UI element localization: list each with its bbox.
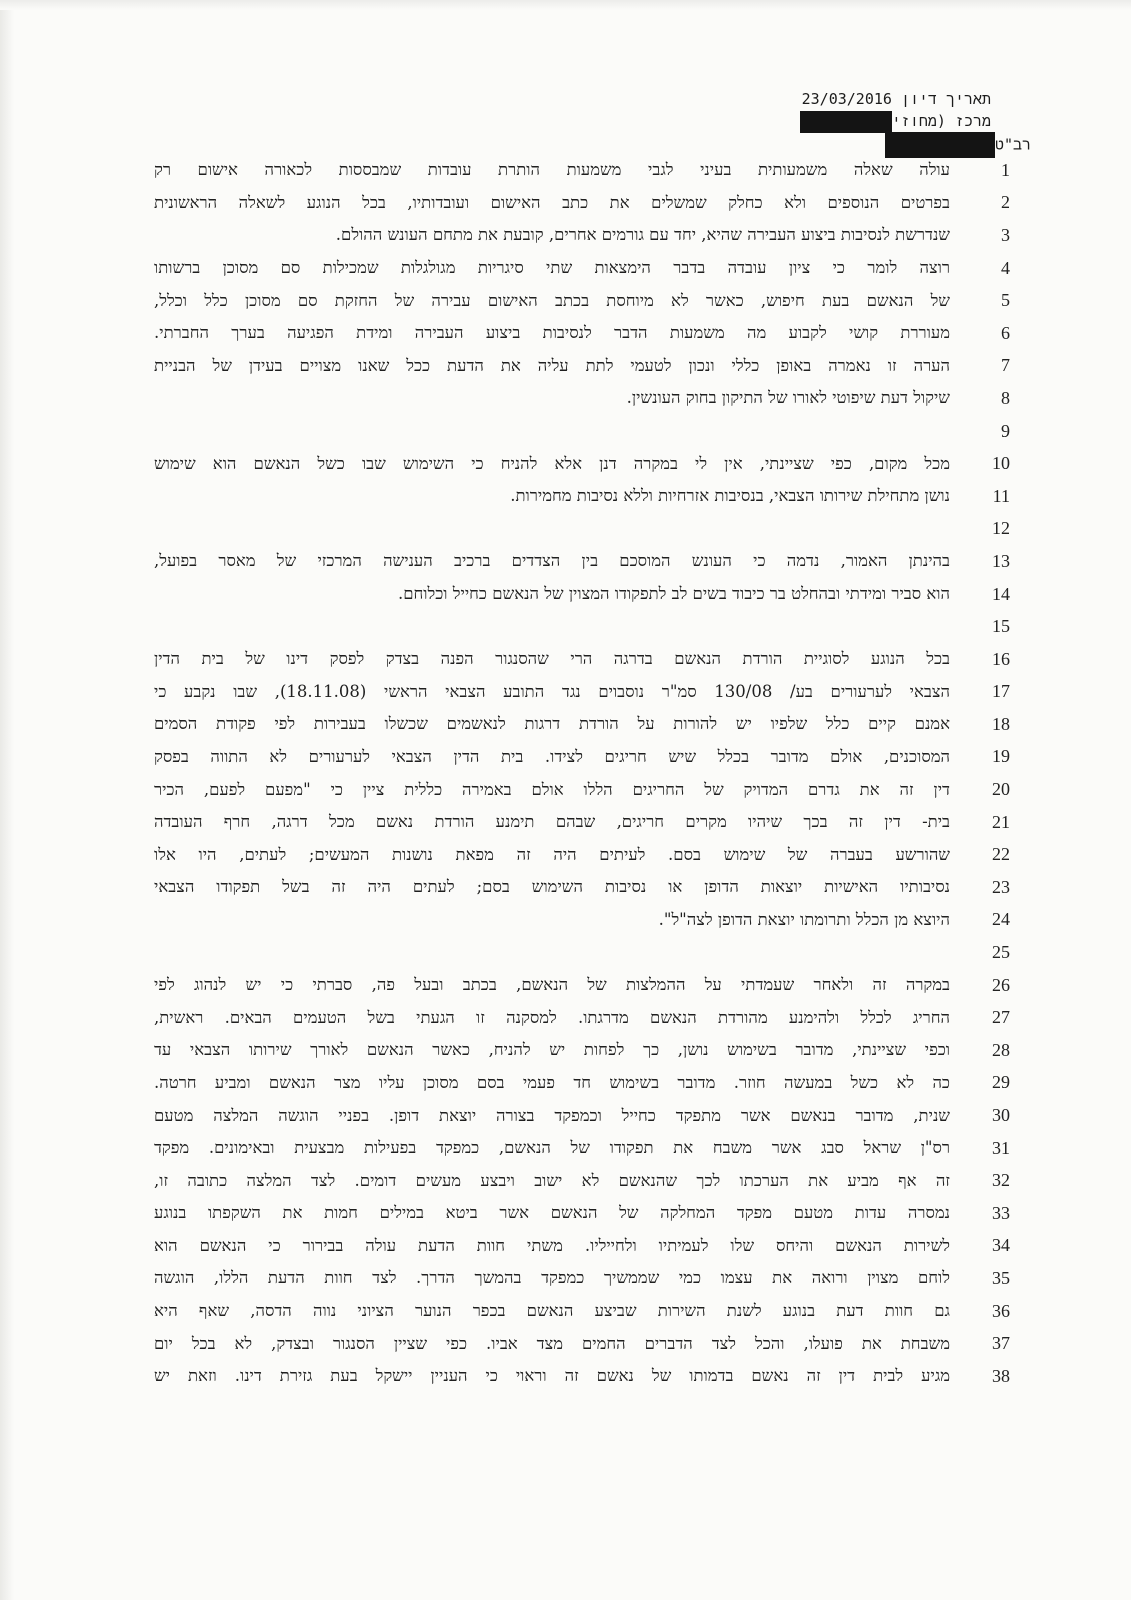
- document-line: [150, 415, 1010, 448]
- line-number: 37: [992, 1333, 1010, 1354]
- line-text: הערה זו נאמרה באופן כללי ונכון לטעמי לתת עליה את הדעת ככל שאנו מצויים בעידן של הבניית: [154, 355, 950, 375]
- line-number: 30: [992, 1105, 1010, 1126]
- line-number: 21: [992, 811, 1010, 832]
- document-line: [150, 1132, 1010, 1165]
- document-line: [150, 936, 1010, 969]
- document-line: [150, 1295, 1010, 1328]
- document-line: [150, 382, 1010, 415]
- line-number: 15: [992, 616, 1010, 637]
- line-text: נסיבותיו האישיות יוצאות הדופן או נסיבות השימוש בסם; לעתים היה זה בשל תפקודו הצבאי: [154, 877, 950, 897]
- line-text: שיקול דעת שיפוטי לאורו של התיקון בחוק העונשין.: [626, 388, 950, 408]
- line-text: החריג לכלל ולהימנע מהורדת הנאשם מדרגתו. למסקנה זו הגעתי בשל הטעמים הבאים. ראשית,: [154, 1007, 950, 1027]
- line-text: כה לא כשל במעשה חוזר. מדובר בשימוש חד פעמי בסם מסוכן עליו מצר הנאשם ומביע חרטה.: [154, 1072, 950, 1092]
- document-line: [150, 513, 1010, 546]
- line-text: של הנאשם בעת חיפוש, כאשר לא מיוחסת בכתב האישום עבירה של החזקת סם מסוכן כלל וכלל,: [154, 290, 950, 310]
- document-line: [150, 1262, 1010, 1295]
- document-line: [150, 1360, 1010, 1393]
- line-number: 5: [1001, 290, 1010, 311]
- line-number: 8: [1001, 387, 1010, 408]
- document-line: [150, 1067, 1010, 1100]
- line-number: 32: [992, 1170, 1010, 1191]
- document-line: [150, 1230, 1010, 1263]
- document-line: [150, 838, 1010, 871]
- line-text: הוא סביר ומידתי ובהחלט בר כיבוד בשים לב לתפקודו המצוין של הנאשם כחייל וכלוחם.: [398, 584, 950, 604]
- line-text: וכפי שציינתי, מדובר בשימוש נושן, כך לפחות יש להניח, כאשר הנאשם לאורך שירותו הצבאי עד: [154, 1040, 950, 1060]
- line-number: 12: [992, 518, 1010, 539]
- document-line: [150, 610, 1010, 643]
- line-text: בכל הנוגע לסוגיית הורדת הנאשם בדרגה הרי שהסנגור הפנה בצדק לפסק דינו של בית הדין: [154, 649, 950, 669]
- line-number: 3: [1001, 224, 1010, 245]
- document-line: [150, 187, 1010, 220]
- line-number: 11: [992, 485, 1010, 506]
- document-line: [150, 447, 1010, 480]
- line-text: רוצה לומר כי ציון עובדה בדבר הימצאות שתי סיגריות מגולגלות שמכילות סם מסוכן ברשותו: [154, 258, 950, 278]
- line-text: בפרטים הנוספים ולא כחלק שמשלים את כתב האישום ועובדותיו, בכל הנוגע לשאלה הראשונית: [154, 192, 950, 212]
- line-text: שנית, מדובר בנאשם אשר מתפקד כחייל וכמפקד בצורה יוצאת דופן. בפניי הוגשה המלצה מטעם: [154, 1105, 950, 1125]
- line-number: 29: [992, 1072, 1010, 1093]
- line-number: 38: [992, 1365, 1010, 1386]
- line-number: 4: [1001, 257, 1010, 278]
- line-text: גם חוות דעת בנוגע לשנת השירות שביצע הנאשם בכפר הנוער הציוני נווה הדסה, שאף היא: [154, 1301, 950, 1321]
- line-number: 34: [992, 1235, 1010, 1256]
- document-line: [150, 252, 1010, 285]
- line-number: 24: [992, 909, 1010, 930]
- document-line: [150, 1034, 1010, 1067]
- line-text: מכל מקום, כפי שציינתי, אין לי במקרה דנן אלא להניח כי השימוש שבו כשל הנאשם הוא שימוש: [154, 453, 950, 473]
- hearing-date-line: [691, 88, 991, 110]
- document-line: [150, 1001, 1010, 1034]
- document-line: [150, 578, 1010, 611]
- document-line: [150, 1099, 1010, 1132]
- line-text: נושן מתחילת שירותו הצבאי, בנסיבות אזרחיות וללא נסיבות מחמירות.: [510, 486, 950, 506]
- line-text: נמסרה עדות מטעם מפקד המחלקה של הנאשם אשר ביטא במילים חמות את השקפתו בנוגע: [154, 1203, 950, 1223]
- line-number: 7: [1001, 355, 1010, 376]
- line-number: 27: [992, 1007, 1010, 1028]
- line-text: המסוכנים, אולם מדובר בכלל שיש חריגים לצידו. בית הדין הצבאי לערעורים לא התווה בפסק: [154, 746, 950, 766]
- line-number: 10: [992, 453, 1010, 474]
- line-text: אמנם קיים כלל שלפיו יש להורות על הורדת דרגות לנאשמים שכשלו בעבירות לפי פקודת הסמים: [154, 714, 950, 734]
- line-text: רס"ן שראל סבג אשר משבח את תפקודו של הנאשם, כמפקד בפעילות מבצעית ובאימונים. מפקד: [154, 1138, 950, 1158]
- document-line: [150, 1197, 1010, 1230]
- line-text: מעוררת קושי לקבוע מה משמעות הדבר לנסיבות ביצוע העבירה ומידת הפגיעה בערך החברתי.: [154, 323, 950, 343]
- line-number: 6: [1001, 322, 1010, 343]
- line-number: 35: [992, 1267, 1010, 1288]
- document-line: [150, 1164, 1010, 1197]
- document-line: [150, 643, 1010, 676]
- line-text: בהינתן האמור, נדמה כי העונש המוסכם בין הצדדים ברכיב הענישה המרכזי של מאסר בפועל,: [154, 551, 950, 571]
- line-number: 26: [992, 974, 1010, 995]
- document-line: [150, 350, 1010, 383]
- line-text: משבחת את פועלו, והכל לצד הדברים החמים מצד אביו. כפי שציין הסנגור ובצדק, לא בכל יום: [154, 1333, 950, 1353]
- line-number: 13: [992, 550, 1010, 571]
- document-line: [150, 969, 1010, 1002]
- line-text: במקרה זה ולאחר שעמדתי על ההמלצות של הנאשם, בכתב ובעל פה, סברתי כי יש לנהוג לפי: [154, 975, 950, 995]
- line-number: 25: [992, 942, 1010, 963]
- line-number: 33: [992, 1202, 1010, 1223]
- line-text: דין זה את גדרם המדויק של החריגים הללו אולם באמירה כללית ציין כי "מפעם לפעם, הכיר: [154, 779, 950, 799]
- document-line: [150, 708, 1010, 741]
- line-text: לשירות הנאשם והיחס שלו לעמיתיו ולחייליו. משתי חוות הדעת עולה בבירור כי הנאשם הוא: [154, 1235, 950, 1255]
- line-number: 14: [992, 583, 1010, 604]
- line-number: 1: [1001, 159, 1010, 180]
- redaction-bar: [800, 111, 892, 133]
- scan-edge: [0, 0, 1131, 10]
- document-line: [150, 545, 1010, 578]
- judge-rank: רב"ט: [994, 135, 1031, 154]
- document-line: [150, 480, 1010, 513]
- document-line: [150, 1327, 1010, 1360]
- line-number: 22: [992, 844, 1010, 865]
- document-line: [150, 871, 1010, 904]
- document-line: [150, 676, 1010, 709]
- court-line: [691, 110, 991, 132]
- line-text: זה אף מביע את הערכתו לכך שהנאשם לא ישוב ויבצע מעשים דומים. לצד המלצה כתובה זו,: [154, 1170, 950, 1190]
- line-text: מגיע לבית דין זה נאשם בדמותו של נאשם זה וראוי כי העניין יישקל בעת גזירת דינו. וזאת יש: [154, 1366, 950, 1386]
- line-text: שנדרשת לנסיבות ביצוע העבירה שהיא, יחד עם גורמים אחרים, קובעת את מתחם העונש ההולם.: [335, 225, 950, 245]
- document-line: [150, 904, 1010, 937]
- line-number: 9: [1001, 420, 1010, 441]
- document-line: [150, 284, 1010, 317]
- line-text: שהורשע בעברה של שימוש בסם. לעיתים היה זה מפאת נושנות המעשים; לעתים, היו אלו: [154, 844, 950, 864]
- line-text: היוצא מן הכלל ותרומתו יוצאת הדופן לצה"ל".: [658, 909, 950, 929]
- line-number: 23: [992, 876, 1010, 897]
- line-number: 18: [992, 713, 1010, 734]
- document-line: [150, 773, 1010, 806]
- scan-edge: [0, 0, 14, 1600]
- line-number: 2: [1001, 192, 1010, 213]
- document-line: [150, 154, 1010, 187]
- judge-line: [691, 132, 1031, 154]
- line-number: 17: [992, 681, 1010, 702]
- line-number: 28: [992, 1039, 1010, 1060]
- line-text: בית- דין זה בכך שיהיו מקרים חריגים, שבהם תימנע הורדת נאשם מכל דרגה, חרף העובדה: [154, 812, 950, 832]
- document-line: [150, 741, 1010, 774]
- document-header: [691, 88, 1031, 154]
- line-number: 19: [992, 746, 1010, 767]
- line-text: הצבאי לערעורים בע/ 130/08 סמ"ר נוסבוים נגד התובע הצבאי הראשי (18.11.08), שבו נקבע כי: [154, 681, 950, 701]
- line-text: עולה שאלה משמעותית בעיני לגבי משמעות הותרת עובדות שמבססות לכאורה אישום רק: [154, 160, 950, 180]
- document-line: [150, 317, 1010, 350]
- line-number: 31: [992, 1137, 1010, 1158]
- document-line: [150, 806, 1010, 839]
- line-number: 36: [992, 1300, 1010, 1321]
- line-text: לוחם מצוין ורואה את עצמו כמי שממשיך כמפקד בהמשך הדרך. לצד חוות הדעת הללו, הוגשה: [154, 1268, 950, 1288]
- document-body: [150, 154, 1010, 1393]
- hearing-date: תאריך דיון 23/03/2016: [801, 90, 991, 108]
- document-line: [150, 219, 1010, 252]
- court-name: מרכז (מחוזי: [891, 112, 991, 130]
- line-number: 16: [992, 648, 1010, 669]
- line-number: 20: [992, 779, 1010, 800]
